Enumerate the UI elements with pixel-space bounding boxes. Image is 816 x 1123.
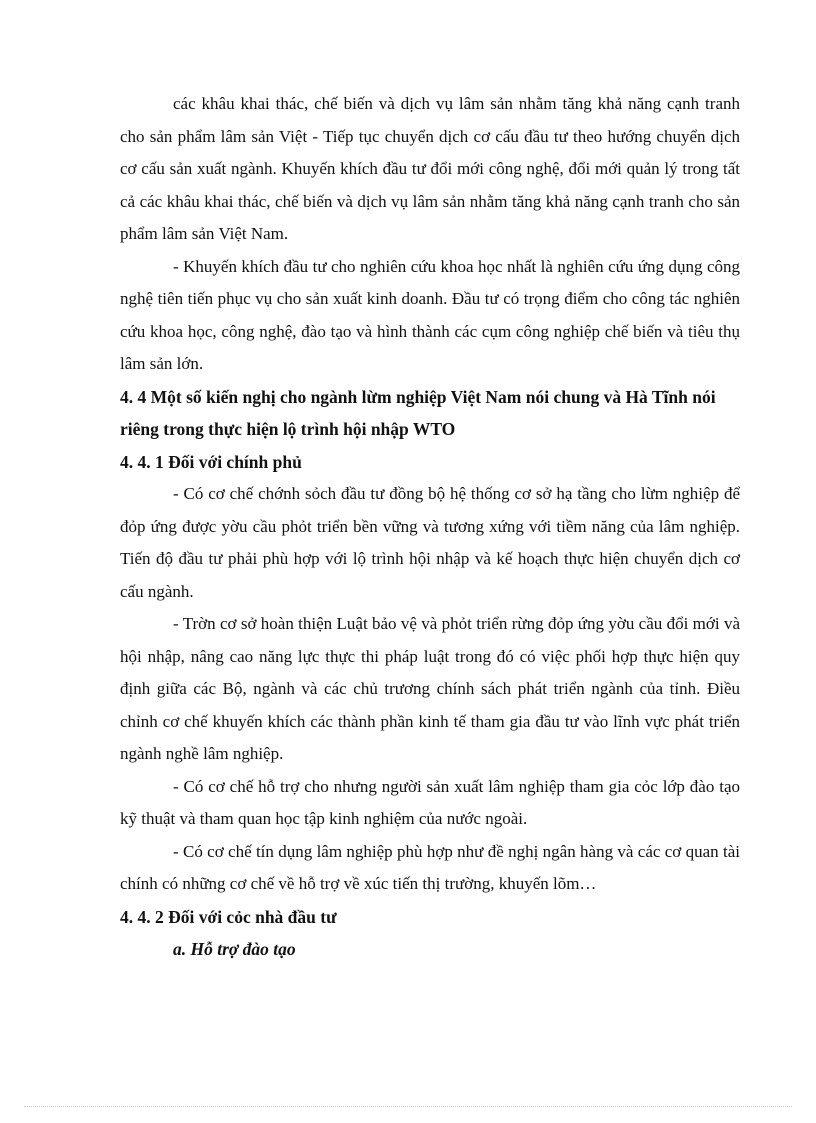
subsection-heading-4-4-2: 4. 4. 2 Đối với cỏc nhà đầu tư	[120, 906, 337, 927]
paragraph-training-support: - Có cơ chế hỗ trợ cho nhưng người sản xuất lâm nghiệp tham gia cỏc lớp đào tạo kỹ thuật và tham quan học tập kinh nghiệm của nước ngoài.	[120, 776, 740, 828]
paragraph-forest-law: - Trờn cơ sở hoàn thiện Luật bảo vệ và phỏt triển rừng đỏp ứng yờu cầu đổi mới và hội nhập, nâng cao năng lực thực thi pháp luật trong đó có việc phối hợp thực hiện quy định giữa các Bộ, ngành và các chủ trương chính sách phát triển ngành của tỉnh. Điều chỉnh cơ chế khuyến khích các thành phần kinh tế tham gia đầu tư vào lĩnh vực phát triển ngành nghề lâm nghiệp.	[120, 614, 740, 763]
paragraph-credit: - Có cơ chế tín dụng lâm nghiệp phù hợp như đề nghị ngân hàng và các cơ quan tài chính có những cơ chế về hỗ trợ về xúc tiến thị trường, khuyến lõm…	[120, 841, 740, 893]
paragraph-research: - Khuyến khích đầu tư cho nghiên cứu khoa học nhất là nghiên cứu ứng dụng công nghệ tiên tiến phục vụ cho sản xuất kinh doanh. Đầu tư có trọng điểm cho công tác nghiên cứu khoa học, công nghệ, đào tạo và hình thành các cụm công nghiệp chế biến và tiêu thụ lâm sản lớn.	[120, 256, 740, 373]
document-page	[120, 88, 740, 966]
subsection-heading-4-4-1: 4. 4. 1 Đối với chính phủ	[120, 451, 302, 472]
paragraph-intro: các khâu khai thác, chế biến và dịch vụ lâm sản nhằm tăng khả năng cạnh tranh cho sản phẩm lâm sản Việt - Tiếp tục chuyển dịch cơ cấu đầu tư theo hướng chuyển dịch cơ cấu sản xuất ngành. Khuyến khích đầu tư đổi mới công nghệ, đổi mới quản lý trong tất cả các khâu khai thác, chế biến và dịch vụ lâm sản nhằm tăng khả năng cạnh tranh cho sản phẩm lâm sản Việt Nam.	[120, 94, 740, 243]
page-bottom-divider	[24, 1106, 792, 1107]
subheading-training: a. Hỗ trợ đào tạo	[173, 939, 296, 959]
section-heading-4-4: 4. 4 Một số kiến nghị cho ngành lừm nghiệp Việt Nam nói chung và Hà Tĩnh nói riêng trong thực hiện lộ trình hội nhập WTO	[120, 386, 716, 439]
paragraph-infrastructure: - Có cơ chế chớnh sỏch đầu tư đồng bộ hệ thống cơ sở hạ tầng cho lừm nghiệp để đỏp ứng được yờu cầu phỏt triển bền vững và tương xứng với tiềm năng của lâm nghiệp. Tiến độ đầu tư phải phù hợp với lộ trình hội nhập và kế hoạch thực hiện chuyển dịch cơ cấu ngành.	[120, 484, 740, 601]
